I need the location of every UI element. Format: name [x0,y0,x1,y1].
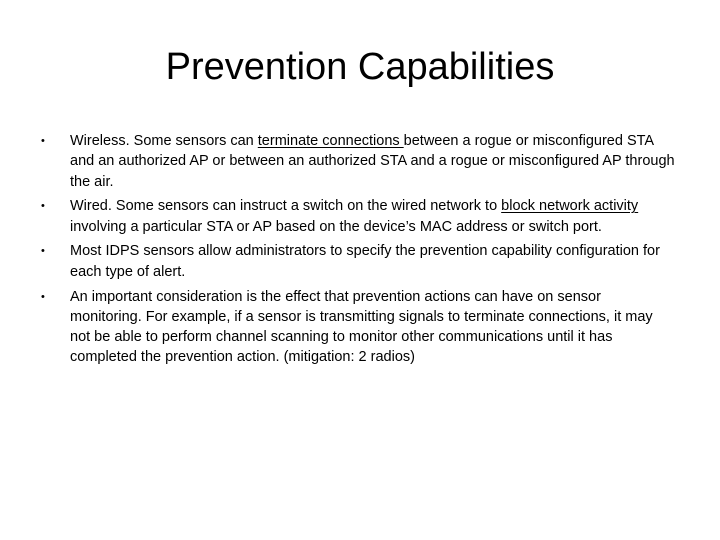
underlined-term-terminate-connections: terminate connections [257,133,404,149]
bullet-lead-wireless: Wireless. [70,133,130,149]
bullet-consideration [41,287,675,368]
bullet-lead-wired: Wired. [70,198,112,215]
bullet-text: Some sensors can instruct a switch on the wired network to [111,198,502,215]
bullet-dot-icon: • [41,290,45,303]
bullet-wireless [41,131,675,192]
slide-title: Prevention Capabilities [165,46,555,88]
bullet-text: Most IDPS sensors allow administrators to specify the prevention capability configuration for each type of alert. [70,243,660,280]
bullet-dot-icon: • [41,200,45,213]
underlined-term-block-network-activity: block network activity [501,198,639,215]
bullet-text: involving a particular STA or AP based on the device’s MAC address or switch port. [70,218,602,235]
bullet-list [41,131,675,372]
bullet-text: between a rogue or misconfigured STA and an authorized AP or between an authorized STA and a rogue or misconfigured AP through the air. [70,133,675,190]
bullet-text: An important consideration is the effect that prevention actions can have on sensor monitoring. For example, if a sensor is transmitting signals to terminate connections, it may not be able to perform channel scanning to monitor other communications until it has completed the prevention action. (mitigation: 2 radios) [70,288,653,366]
bullet-wired [41,196,675,237]
bullet-dot-icon: • [41,245,45,258]
bullet-configuration [41,241,675,282]
bullet-text: Some sensors can [129,133,258,149]
bullet-dot-icon: • [41,135,45,147]
